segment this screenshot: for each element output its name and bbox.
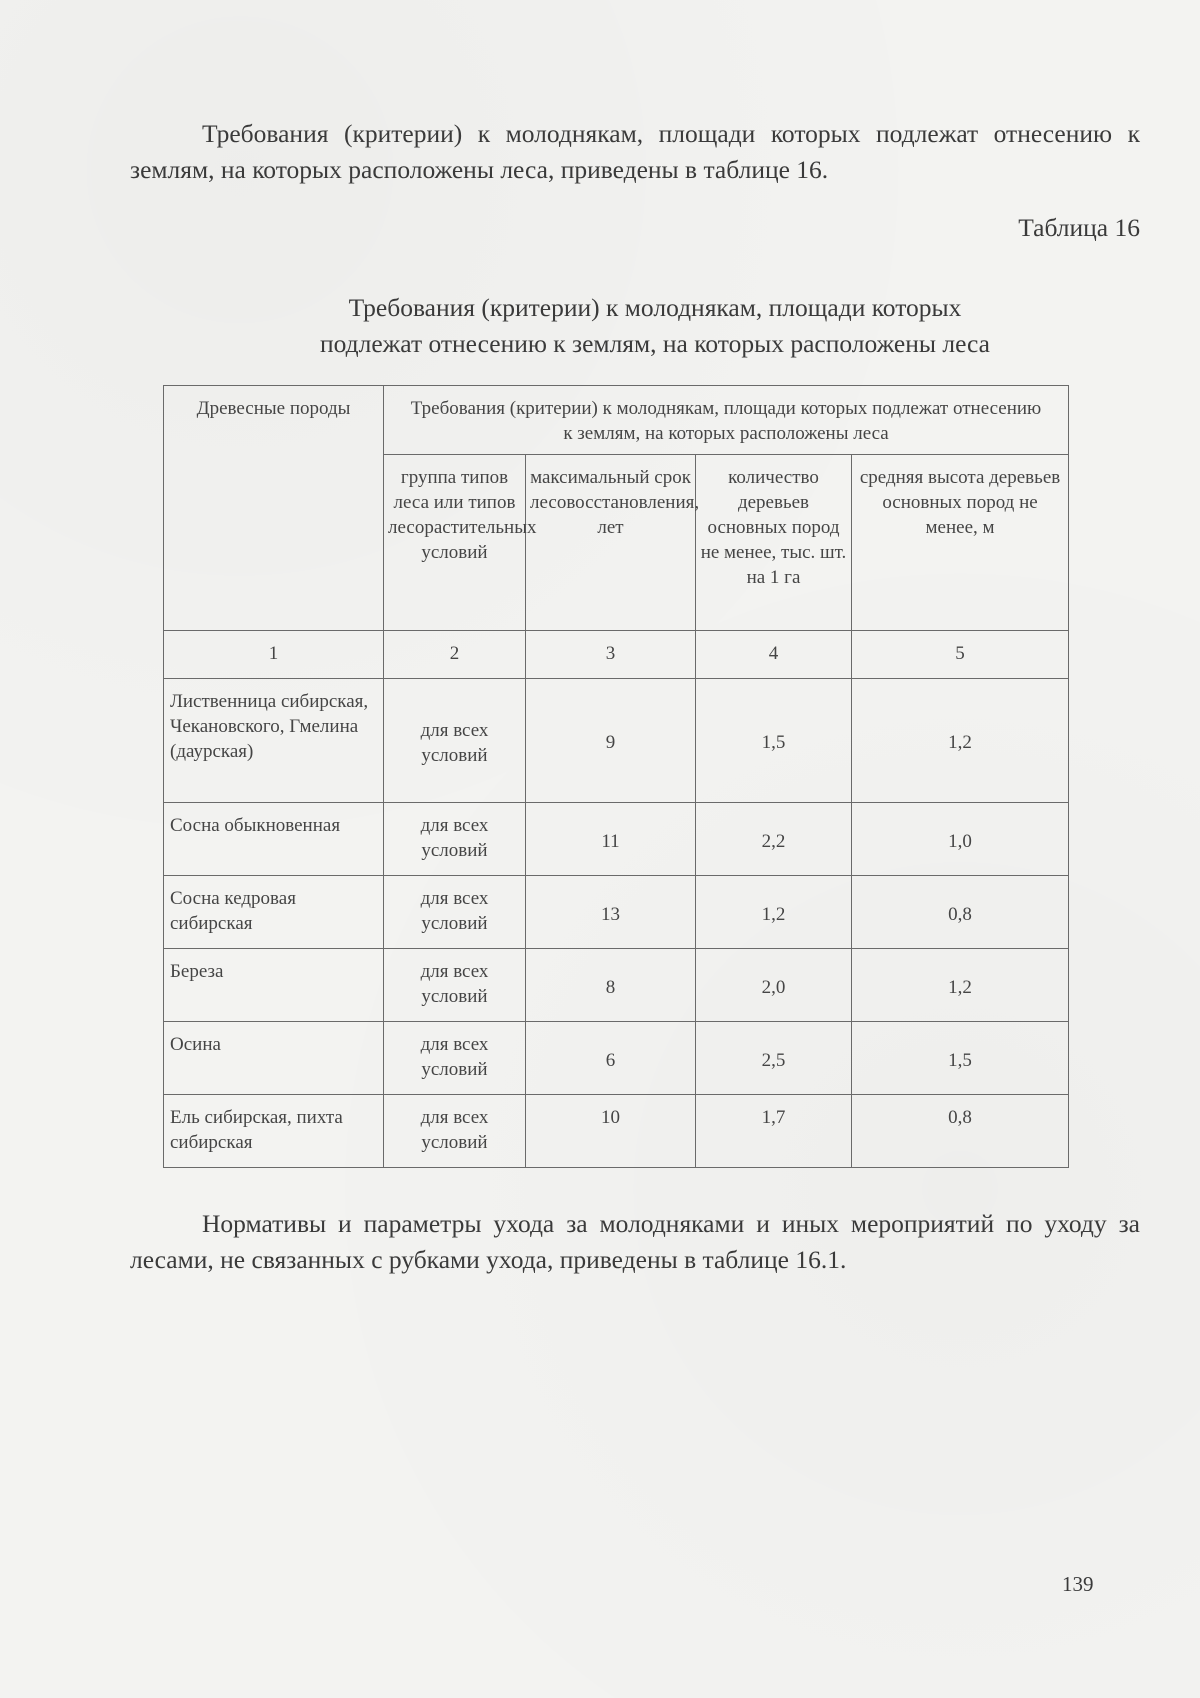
tree-count-cell: 2,5 bbox=[696, 1022, 852, 1095]
table-title-line-1: Требования (критерии) к молоднякам, площади которых bbox=[348, 293, 962, 322]
avg-height-cell: 1,2 bbox=[852, 949, 1069, 1022]
intro-paragraph: Требования (критерии) к молоднякам, площади которых подлежат отнесению к землям, на которых расположены леса, приведены в таблице 16. bbox=[130, 119, 1140, 184]
table-row bbox=[164, 1022, 1069, 1095]
species-cell: Сосна обыкновенная bbox=[164, 803, 384, 876]
tree-count-cell: 2,2 bbox=[696, 803, 852, 876]
species-cell: Сосна кедровая сибирская bbox=[164, 876, 384, 949]
conditions-cell: для всех условий bbox=[384, 876, 526, 949]
avg-height-cell: 0,8 bbox=[852, 1095, 1069, 1168]
max-term-cell: 13 bbox=[526, 876, 696, 949]
header-species: Древесные породы bbox=[164, 386, 384, 631]
column-number: 4 bbox=[696, 631, 852, 679]
tree-count-cell: 1,2 bbox=[696, 876, 852, 949]
avg-height-cell: 1,0 bbox=[852, 803, 1069, 876]
table-row bbox=[164, 679, 1069, 803]
table-label: Таблица 16 bbox=[1018, 213, 1140, 242]
page-number: 139 bbox=[1062, 1572, 1094, 1596]
column-number: 1 bbox=[164, 631, 384, 679]
header-requirements-group: Требования (критерии) к молоднякам, площади которых подлежат отнесению к землям, на которых расположены леса bbox=[384, 386, 1069, 455]
requirements-table bbox=[163, 385, 1069, 1168]
tree-count-cell: 1,7 bbox=[696, 1095, 852, 1168]
max-term-cell: 9 bbox=[526, 679, 696, 803]
table-title bbox=[200, 290, 1110, 362]
column-number: 2 bbox=[384, 631, 526, 679]
species-cell: Ель сибирская, пихта сибирская bbox=[164, 1095, 384, 1168]
subheader-forest-type: группа типов леса или типов лесорастительных условий bbox=[384, 455, 526, 631]
column-number-row bbox=[164, 631, 1069, 679]
conditions-cell: для всех условий bbox=[384, 949, 526, 1022]
max-term-cell: 10 bbox=[526, 1095, 696, 1168]
table-title-line-2: подлежат отнесению к землям, на которых расположены леса bbox=[319, 329, 990, 358]
conditions-cell: для всех условий bbox=[384, 679, 526, 803]
tree-count-cell: 2,0 bbox=[696, 949, 852, 1022]
max-term-cell: 11 bbox=[526, 803, 696, 876]
avg-height-cell: 1,2 bbox=[852, 679, 1069, 803]
max-term-cell: 6 bbox=[526, 1022, 696, 1095]
conditions-cell: для всех условий bbox=[384, 803, 526, 876]
table-row bbox=[164, 876, 1069, 949]
species-cell: Лиственница сибирская, Чекановского, Гмелина (даурская) bbox=[164, 679, 384, 803]
table-row bbox=[164, 949, 1069, 1022]
closing-paragraph: Нормативы и параметры ухода за молодняками и иных мероприятий по уходу за лесами, не связанных с рубками ухода, приведены в таблице 16.1. bbox=[130, 1209, 1140, 1274]
max-term-cell: 8 bbox=[526, 949, 696, 1022]
species-cell: Осина bbox=[164, 1022, 384, 1095]
subheader-avg-height: средняя высота деревьев основных пород не менее, м bbox=[852, 455, 1069, 631]
species-cell: Береза bbox=[164, 949, 384, 1022]
column-number: 5 bbox=[852, 631, 1069, 679]
subheader-max-term: максимальный срок лесовосстановления, лет bbox=[526, 455, 696, 631]
conditions-cell: для всех условий bbox=[384, 1095, 526, 1168]
avg-height-cell: 0,8 bbox=[852, 876, 1069, 949]
table-row bbox=[164, 1095, 1069, 1168]
avg-height-cell: 1,5 bbox=[852, 1022, 1069, 1095]
table-row bbox=[164, 803, 1069, 876]
column-number: 3 bbox=[526, 631, 696, 679]
table-header-row bbox=[164, 386, 1069, 455]
subheader-tree-count: количество деревьев основных пород не менее, тыс. шт. на 1 га bbox=[696, 455, 852, 631]
tree-count-cell: 1,5 bbox=[696, 679, 852, 803]
conditions-cell: для всех условий bbox=[384, 1022, 526, 1095]
